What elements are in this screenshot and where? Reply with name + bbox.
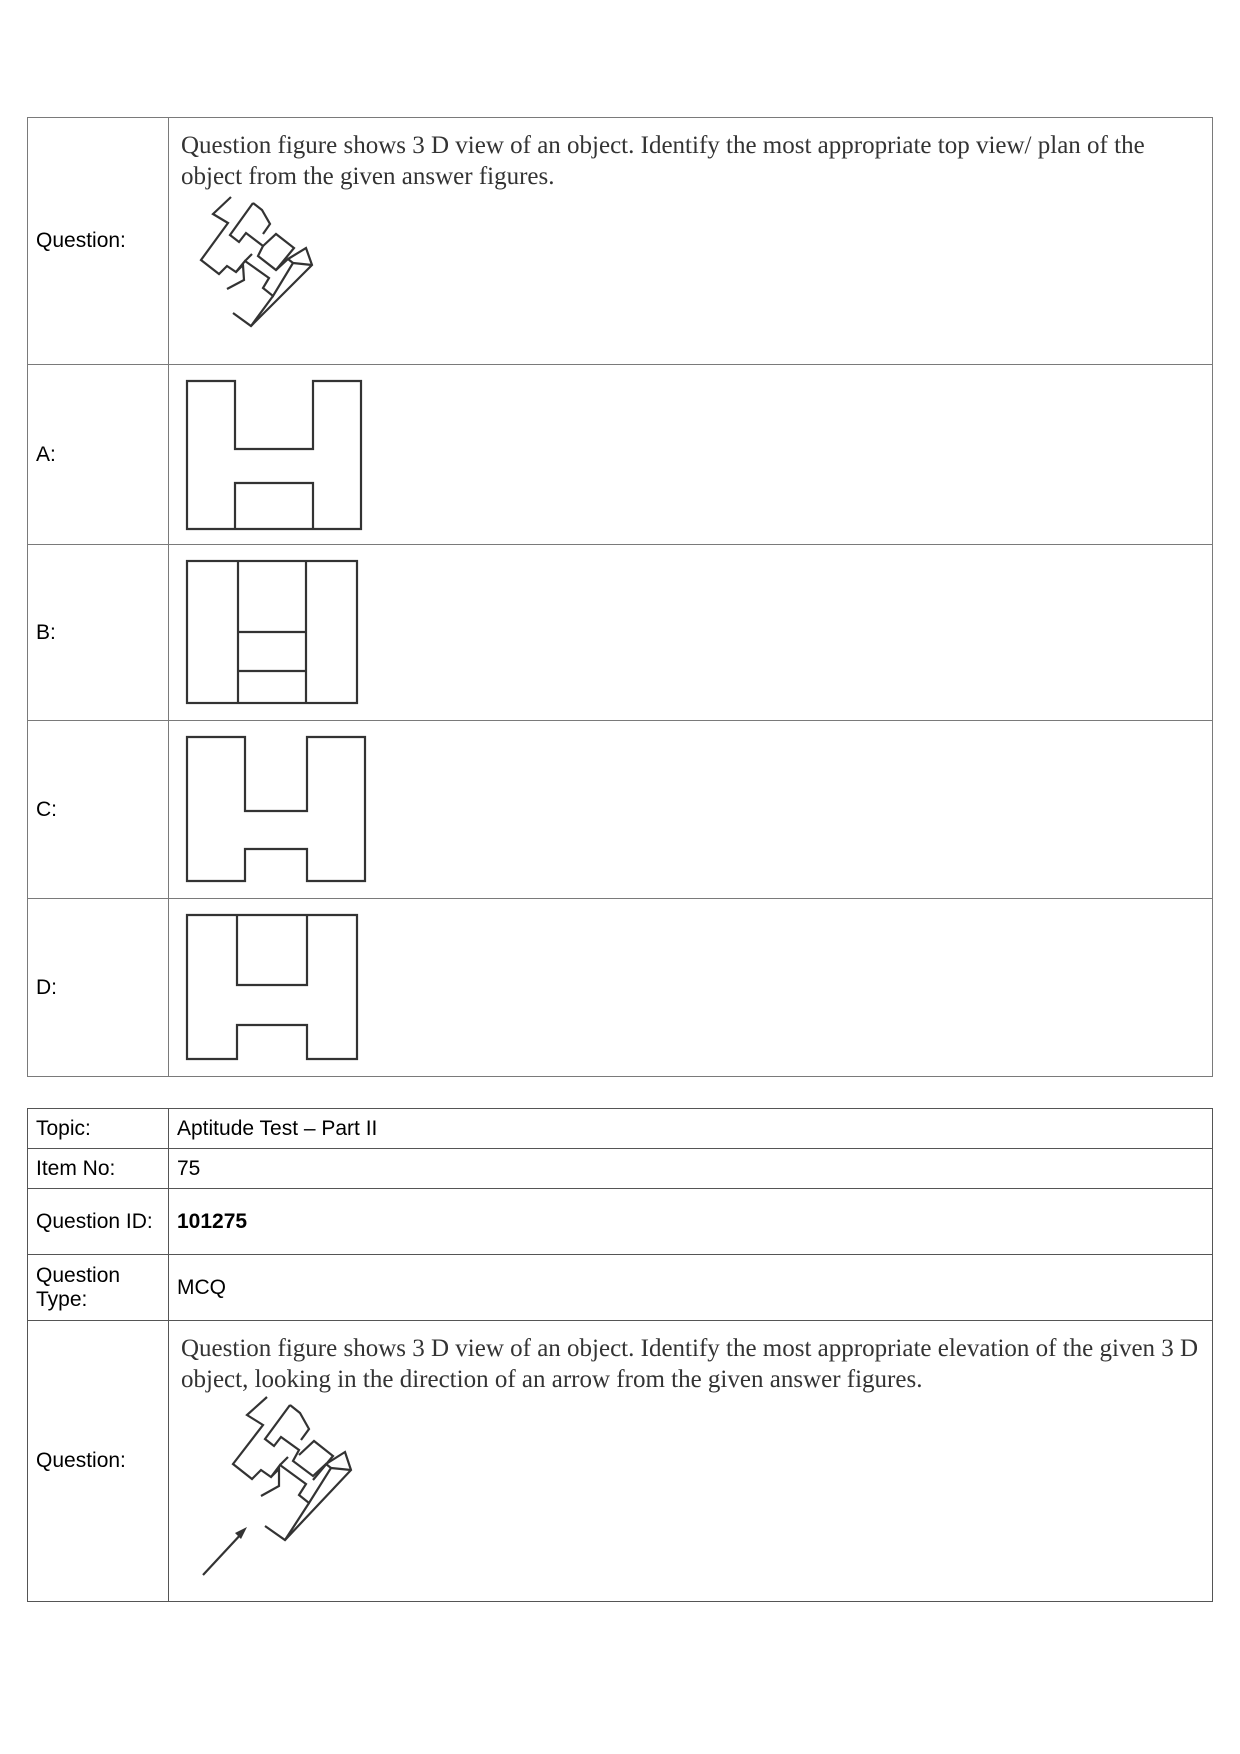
option-c-cell[interactable] [169, 721, 1213, 899]
isometric-h-block-with-arrow-icon [183, 1395, 373, 1580]
question-type-label: Question Type: [28, 1255, 169, 1321]
question-text-2: Question figure shows 3 D view of an object. Identify the most appropriate elevation of the given 3 D object, looking in the direction of an arrow from the given answer figures. [181, 1335, 1199, 1393]
option-b-label: B: [28, 545, 169, 721]
question-cell-2 [169, 1321, 1213, 1602]
option-b-cell[interactable] [169, 545, 1213, 721]
topic-value: Aptitude Test – Part II [169, 1109, 1213, 1149]
question-label-2: Question: [28, 1321, 169, 1602]
item-no-label: Item No: [28, 1149, 169, 1189]
question-table-1 [27, 117, 1213, 1077]
option-a-cell[interactable] [169, 365, 1213, 545]
option-a-label: A: [28, 365, 169, 545]
question-id-value: 101275 [169, 1189, 1213, 1255]
question-cell [169, 118, 1213, 365]
h-plan-option-d-icon [185, 913, 361, 1063]
h-plan-option-b-icon [185, 559, 361, 707]
item-no-value: 75 [169, 1149, 1213, 1189]
isometric-h-block-icon [183, 192, 323, 342]
topic-label: Topic: [28, 1109, 169, 1149]
question-label: Question: [28, 118, 169, 365]
question-text: Question figure shows 3 D view of an object. Identify the most appropriate top view/ plan of the object from the given answer figures. [181, 132, 1145, 190]
option-c-label: C: [28, 721, 169, 899]
option-d-label: D: [28, 899, 169, 1077]
option-d-cell[interactable] [169, 899, 1213, 1077]
question-table-2 [27, 1108, 1213, 1602]
h-plan-option-a-icon [185, 379, 365, 531]
question-type-value: MCQ [169, 1255, 1213, 1321]
question-id-label: Question ID: [28, 1189, 169, 1255]
h-plan-option-c-icon [185, 735, 369, 885]
